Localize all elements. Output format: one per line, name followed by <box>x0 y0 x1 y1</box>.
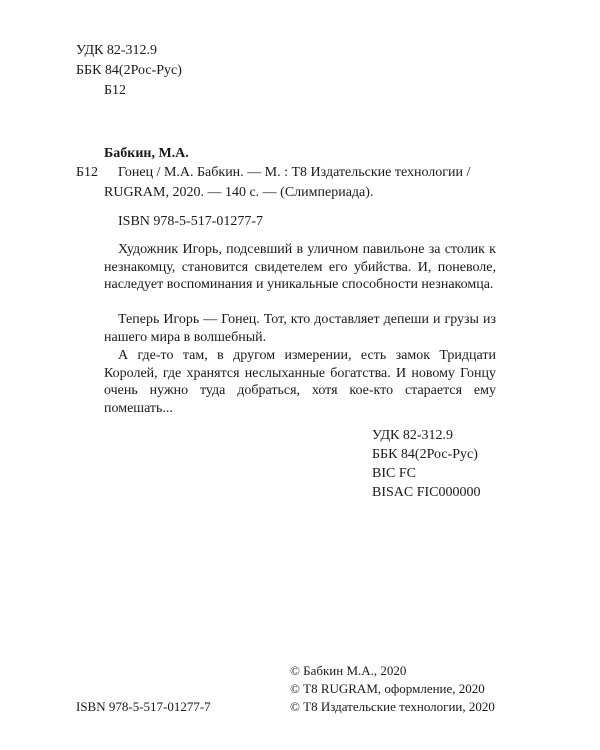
bisac-code: BISAC FIC000000 <box>372 485 481 500</box>
copyright-design: © Т8 RUGRAM, оформление, 2020 <box>290 681 485 696</box>
author-mark: Б12 <box>76 165 99 180</box>
bbk-code-top: ББК 84(2Рос-Рус) <box>76 63 182 78</box>
annotation-paragraph-1: Художник Игорь, подсевший в уличном павильоне за столик к незнакомцу, становится свидетелем его убийства. И, поневоле, наследует воспоминания и уникальные способности незнакомца. <box>104 242 496 293</box>
copyright-publisher: © Т8 Издательские технологии, 2020 <box>290 699 495 714</box>
author-heading: Бабкин, М.А. <box>104 146 189 161</box>
copyright-author: © Бабкин М.А., 2020 <box>290 663 407 678</box>
author-mark-top: Б12 <box>104 83 127 98</box>
bic-code: BIC FC <box>372 466 416 481</box>
isbn-record: ISBN 978-5-517-01277-7 <box>118 214 264 229</box>
bib-description-line1: Гонец / М.А. Бабкин. — М. : Т8 Издательские технологии / <box>118 165 471 180</box>
annotation-paragraph-2: Теперь Игорь — Гонец. Тот, кто доставляет депеши и грузы из нашего мира в волшебный. <box>104 312 496 345</box>
bib-description-line2: RUGRAM, 2020. — 140 с. — (Слимпериада). <box>104 185 374 200</box>
isbn-footer: ISBN 978-5-517-01277-7 <box>76 699 211 714</box>
udk-code-top: УДК 82-312.9 <box>76 43 158 58</box>
bbk-code: ББК 84(2Рос-Рус) <box>372 447 478 462</box>
udk-code: УДК 82-312.9 <box>372 428 454 443</box>
annotation-paragraph-3: А где-то там, в другом измерении, есть замок Тридцати Королей, где хранятся неслыханные богатства. И новому Гонцу очень нужно туда добраться, хотя кое-кто старается ему помешать... <box>104 348 496 416</box>
